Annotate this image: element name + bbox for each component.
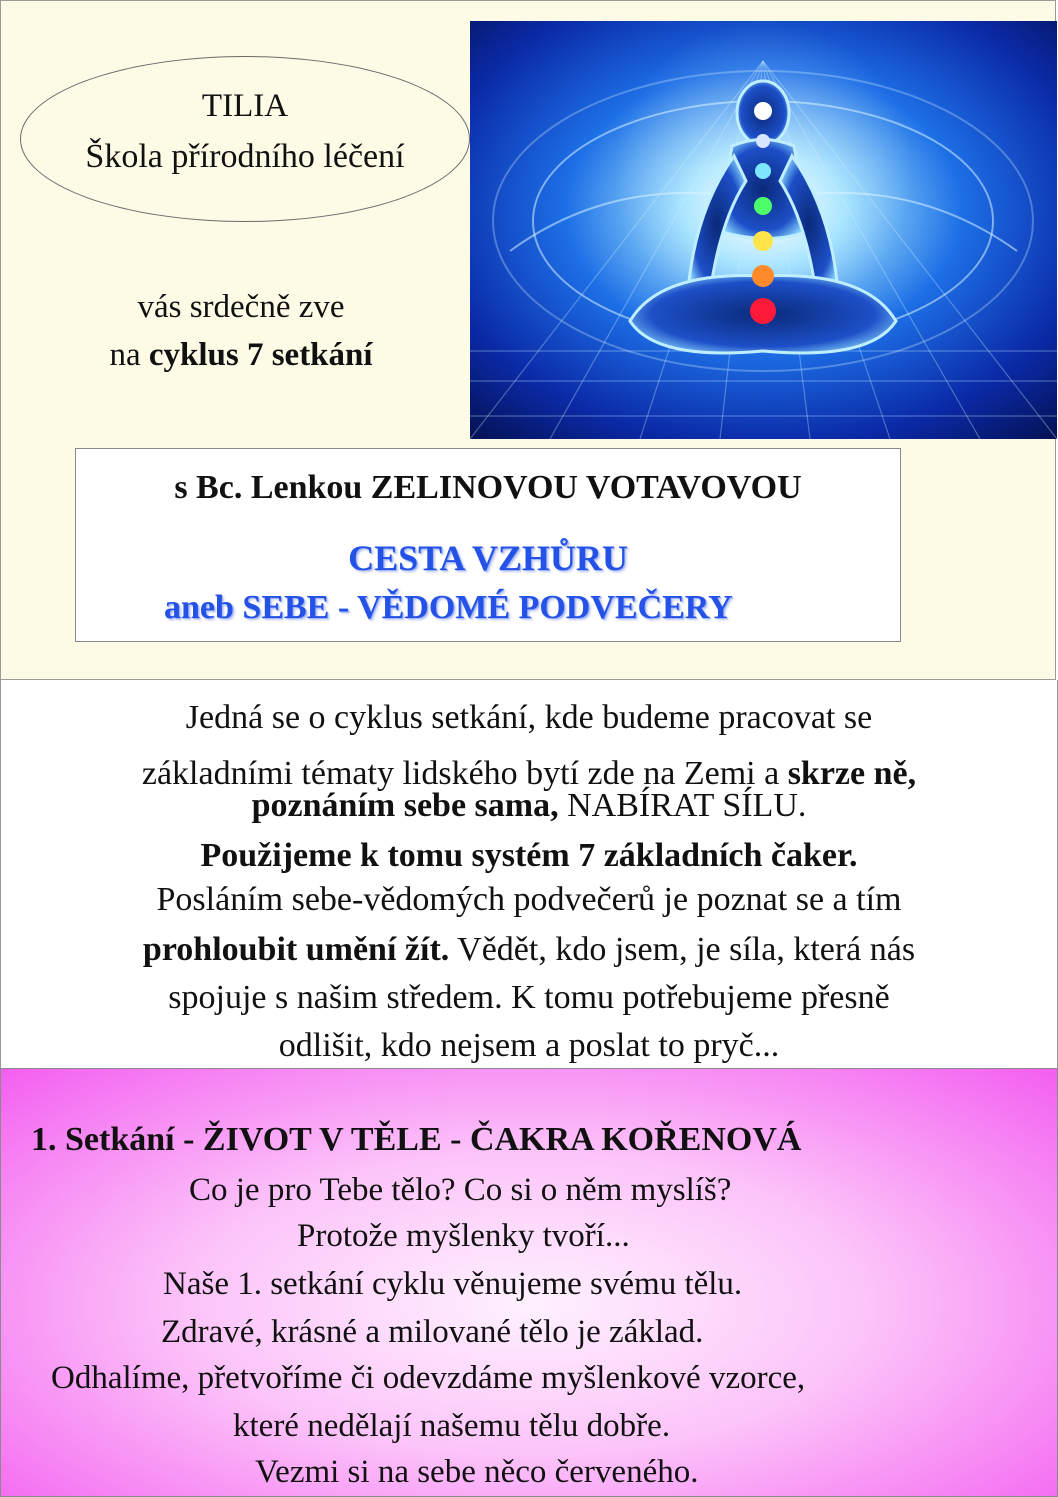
event-title-box (75, 448, 901, 642)
desc-line-2: základními tématy lidského bytí zde na Zemi a skrze ně, (141, 755, 917, 792)
desc-line-8: odlišit, kdo nejsem a poslat to pryč... (278, 1027, 780, 1064)
session-1-line-2: Protože myšlenky tvoří... (297, 1218, 630, 1254)
cycle-highlight: cyklus 7 setkání (148, 337, 373, 373)
school-logo-oval (20, 56, 470, 222)
event-subtitle: aneb SEBE - VĚDOMÉ PODVEČERY (164, 589, 733, 626)
session-1-line-6: které nedělají našemu tělu dobře. (233, 1408, 671, 1444)
session-1-line-5: Odhalíme, přetvoříme či odevzdáme myšlenkové vzorce, (51, 1360, 806, 1396)
desc-line-6: prohloubit umění žít. Vědět, kdo jsem, je síla, která nás (142, 931, 916, 968)
session-1-line-4: Zdravé, krásné a milované tělo je základ. (161, 1314, 704, 1350)
header-section (0, 0, 1056, 680)
desc-line-3: poznáním sebe sama, NABÍRAT SÍLU. (251, 787, 807, 824)
session-1-section (0, 1068, 1058, 1497)
session-1-line-3: Naše 1. setkání cyklu věnujeme svému tělu. (163, 1266, 743, 1302)
event-title: CESTA VZHŮRU (348, 538, 628, 578)
desc-line-7: spojuje s našim středem. K tomu potřebujeme přesně (168, 979, 890, 1016)
session-1-line-7: Vezmi si na sebe něco červeného. (255, 1454, 699, 1490)
description-section (0, 680, 1058, 1068)
invite-line-1: vás srdečně zve (137, 289, 345, 325)
session-1-heading: 1. Setkání - ŽIVOT V TĚLE - ČAKRA KOŘENOVÁ (31, 1121, 802, 1158)
desc-line-4: Použijeme k tomu systém 7 základních čaker. (200, 837, 858, 874)
desc-line-1: Jedná se o cyklus setkání, kde budeme pracovat se (185, 699, 873, 736)
meditating-figure-chakras-image (470, 21, 1057, 439)
school-name: Škola přírodního léčení (85, 138, 405, 175)
org-name: TILIA (201, 88, 289, 124)
desc-line-5: Posláním sebe-vědomých podvečerů je poznat se a tím (156, 881, 902, 918)
lecturer-name: s Bc. Lenkou ZELINOVOU VOTAVOVOU (174, 469, 802, 506)
invite-line-2: na cyklus 7 setkání (109, 337, 373, 373)
session-1-line-1: Co je pro Tebe tělo? Co si o něm myslíš? (189, 1172, 732, 1208)
